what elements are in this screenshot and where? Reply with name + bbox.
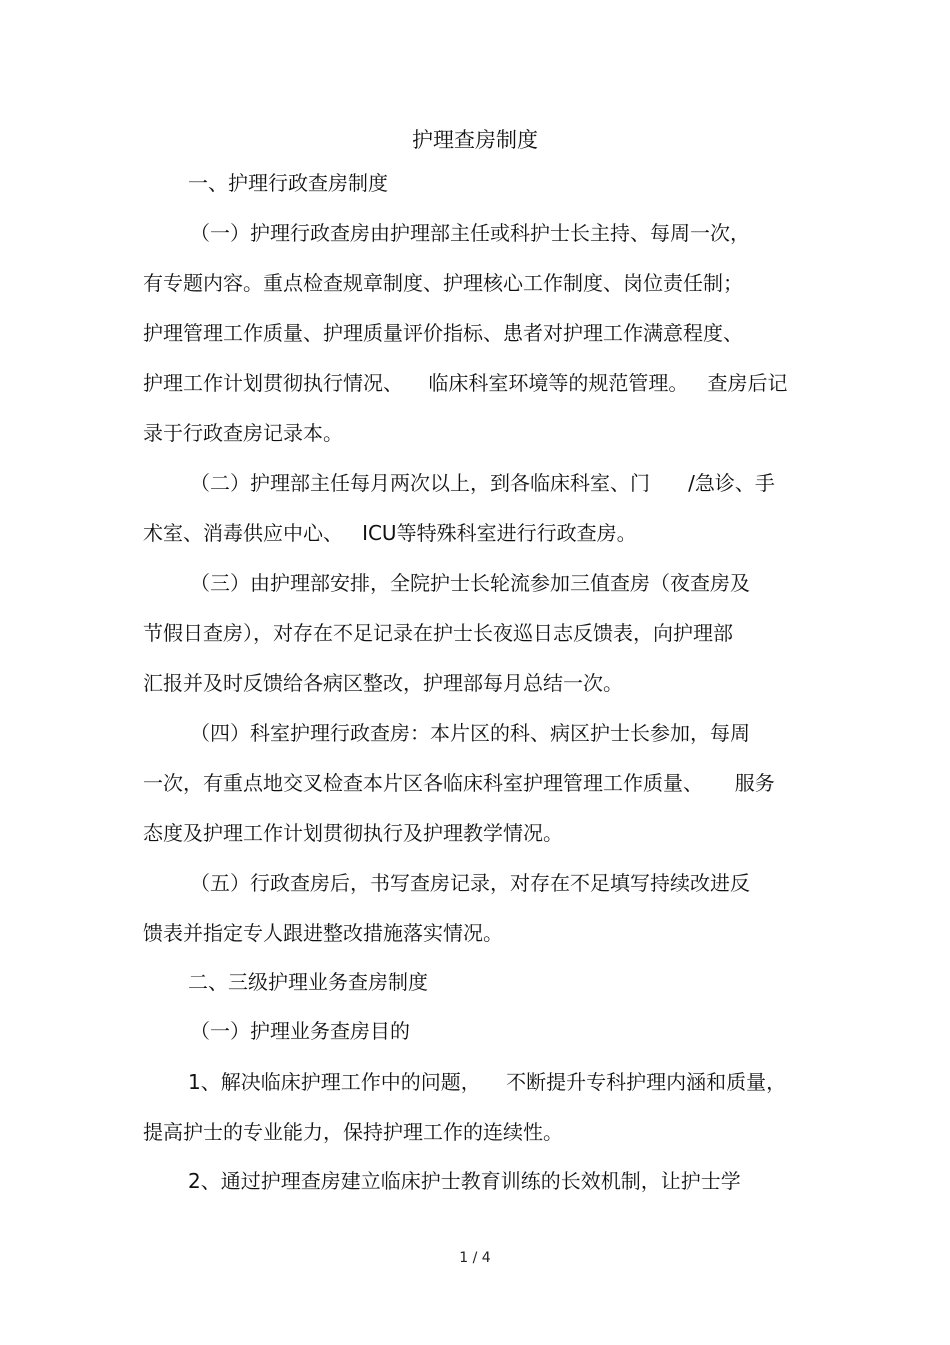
paragraph-line: （二）护理部主任每月两次以上，到各临床科室、门 /急诊、手 — [190, 471, 775, 495]
paragraph-line: （三）由护理部安排，全院护士长轮流参加三值查房（夜查房及 — [190, 571, 750, 595]
paragraph-line: 节假日查房），对存在不足记录在护士长夜巡日志反馈表，向护理部 — [143, 621, 733, 645]
section-heading-1: 一、护理行政查房制度 — [188, 171, 388, 195]
paragraph-line: 态度及护理工作计划贯彻执行及护理教学情况。 — [143, 821, 563, 845]
paragraph-line: （四）科室护理行政查房：本片区的科、病区护士长参加，每周 — [190, 721, 750, 745]
paragraph-line: 术室、消毒供应中心、 ICU等特殊科室进行行政查房。 — [143, 521, 637, 545]
paragraph-line: 一次，有重点地交叉检查本片区各临床科室护理管理工作质量、 服务 — [143, 771, 775, 795]
paragraph-line: （五）行政查房后，书写查房记录，对存在不足填写持续改进反 — [190, 871, 750, 895]
section-heading-2: 二、三级护理业务查房制度 — [188, 970, 428, 994]
paragraph-line: 汇报并及时反馈给各病区整改，护理部每月总结一次。 — [143, 671, 623, 695]
paragraph-line: 馈表并指定专人跟进整改措施落实情况。 — [143, 921, 503, 945]
paragraph-line: 护理工作计划贯彻执行情况、 临床科室环境等的规范管理。 查房后记 — [143, 371, 788, 395]
document-title: 护理查房制度 — [412, 128, 538, 152]
paragraph-line: 提高护士的专业能力，保持护理工作的连续性。 — [143, 1120, 563, 1144]
page-number: 1 / 4 — [459, 1250, 491, 1266]
paragraph-line: （一）护理行政查房由护理部主任或科护士长主持、每周一次， — [190, 221, 750, 245]
subsection-heading: （一）护理业务查房目的 — [190, 1019, 410, 1043]
paragraph-line: 有专题内容。重点检查规章制度、护理核心工作制度、岗位责任制； — [143, 271, 743, 295]
paragraph-line: 1、解决临床护理工作中的问题， 不断提升专科护理内涵和质量， — [188, 1070, 787, 1094]
paragraph-line: 2、通过护理查房建立临床护士教育训练的长效机制，让护士学 — [188, 1169, 741, 1193]
paragraph-line: 护理管理工作质量、护理质量评价指标、患者对护理工作满意程度、 — [143, 321, 743, 345]
paragraph-line: 录于行政查房记录本。 — [143, 421, 343, 445]
